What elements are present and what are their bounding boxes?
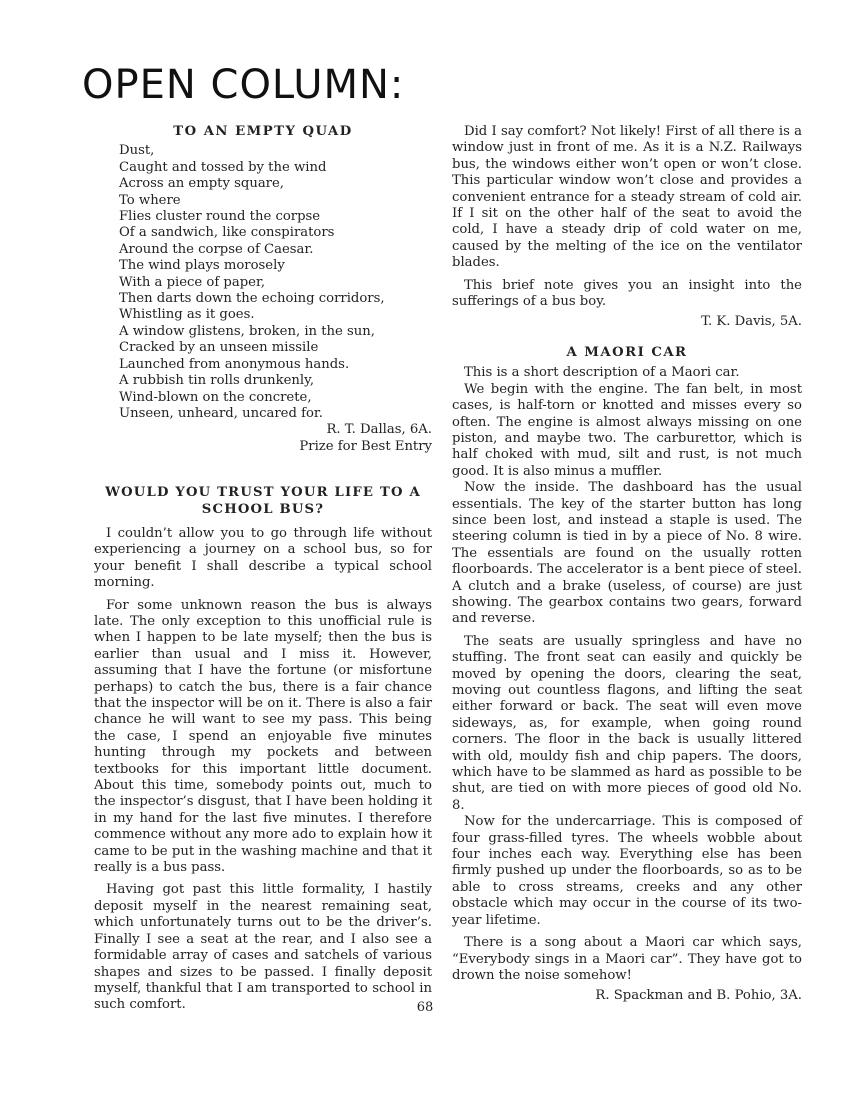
maori-paragraph: The seats are usually springless and have no stuffing. The front seat can easily and quickly be moved by opening the doors, clearing the seat, moving out countless flagons, and lifting the seat either forward or back. The seat will even move sideways, as, for example, when going round corners. The floor in the back is usually littered with old, mouldy fish and chip papers. The doors, which have to be slammed as hard as possible to be shut, are tied on with more pieces of good old No. 8. <box>452 633 802 813</box>
bus-paragraph: I couldn’t allow you to go through life without experiencing a journey on a school bus, so for your benefit I shall describe a typical school morning. <box>94 525 432 591</box>
maori-title: A MAORI CAR <box>566 344 688 360</box>
maori-paragraph: We begin with the engine. The fan belt, in most cases, is half-torn or knotted and misses every so often. The engine is almost always missing on one piston, and maybe two. The carburettor, which is half choked with mud, silt and rust, is not much good. It is also minus a muffler. <box>452 381 802 479</box>
poem-line: Whistling as it goes. <box>119 307 255 323</box>
poem-line: The wind plays morosely <box>119 258 285 274</box>
poem-line: Wind-blown on the concrete, <box>119 389 312 405</box>
poem-line: A rubbish tin rolls drunkenly, <box>119 373 315 389</box>
poem-line: Unseen, unheard, uncared for. <box>119 405 323 421</box>
bus-author: T. K. Davis, 5A. <box>701 314 802 330</box>
poem-line: To where <box>119 192 181 208</box>
bus-paragraph: For some unknown reason the bus is always late. The only exception to this unofficial rule is when I happen to be late myself; then the bus is earlier than usual and I miss it. However, assuming that I have the fortune (or misfortune perhaps) to catch the bus, there is a fair chance that the inspector will be on it. There is also a fair chance he will want to see my pass. This being the case, I spend an enjoyable five minutes hunting through my pockets and between textbooks for this important little document. About this time, somebody points out, much to the inspector’s disgust, that I have been holding it in my hand for the last five minutes. I therefore commence without any more ado to explain how it came to be put in the washing machine and that it really is a bus pass. <box>94 597 432 876</box>
poem-body <box>119 143 432 422</box>
maori-paragraph: This is a short description of a Maori car. <box>464 365 740 381</box>
poem-line: A window glistens, broken, in the sun, <box>119 323 375 339</box>
maori-paragraph: There is a song about a Maori car which says, “Everybody sings in a Maori car”. They have got to drown the noise somehow! <box>452 935 802 983</box>
bus-paragraph: Having got past this little formality, I hastily deposit myself in the nearest remaining seat, which unfortunately turns out to be the driver’s. Finally I see a seat at the rear, and I also see a formidable array of cases and satchels of various shapes and sizes to be passed. I finally deposit myself, thankful that I am transported to school in such comfort. <box>94 882 432 1013</box>
poem-line: Across an empty square, <box>119 176 284 192</box>
poem-line: Caught and tossed by the wind <box>119 159 327 175</box>
poem-author: R. T. Dallas, 6A. <box>326 422 432 438</box>
maori-paragraph: Now for the undercarriage. This is composed of four grass-filled tyres. The wheels wobble about four inches each way. Everything else has been firmly pushed up under the floorboards, so as to be able to cross streams, creeks and any other obstacle which may occur in the course of its two-year lifetime. <box>452 814 802 928</box>
page-number: 68 <box>416 1000 434 1015</box>
maori-paragraph: Now the inside. The dashboard has the usual essentials. The key of the starter button has long since been lost, and instead a staple is used. The steering column is tied in by a piece of No. 8 wire. The essentials are found on the usually rotten floorboards. The accelerator is a bent piece of steel. A clutch and a brake (useless, of course) are just showing. The gearbox contains two gears, forward and reverse. <box>452 480 802 627</box>
poem-line: Then darts down the echoing corridors, <box>119 291 385 307</box>
poem-line: Launched from anonymous hands. <box>119 356 350 372</box>
left-column <box>94 124 432 1014</box>
poem-line: Cracked by an unseen missile <box>119 340 319 356</box>
bus-title: WOULD YOU TRUST YOUR LIFE TO A SCHOOL BUS? <box>105 485 421 517</box>
poem-title: TO AN EMPTY QUAD <box>173 124 353 139</box>
poem-line: Flies cluster round the corpse <box>119 209 321 225</box>
page-heading: OPEN COLUMN: <box>82 62 405 108</box>
poem-line: Around the corpse of Caesar. <box>119 241 314 257</box>
poem-line: Of a sandwich, like conspirators <box>119 225 335 241</box>
maori-authors: R. Spackman and B. Pohio, 3A. <box>595 988 802 1004</box>
bus-paragraph: This brief note gives you an insight into the sufferings of a bus boy. <box>452 277 802 310</box>
bus-paragraph: Did I say comfort? Not likely! First of all there is a window just in front of me. As it is a N.Z. Railways bus, the windows either won’t open or won’t close. This particular window won’t close and provides a convenient entrance for a steady stream of cold air. If I sit on the other half of the seat to avoid the cold, I have a steady drip of cold water on me, caused by the melting of the ice on the ventilator blades. <box>452 124 802 271</box>
poem-line: With a piece of paper, <box>119 274 266 290</box>
right-column <box>452 124 802 1005</box>
poem-line: Dust, <box>119 143 155 159</box>
poem-prize: Prize for Best Entry <box>299 438 432 454</box>
